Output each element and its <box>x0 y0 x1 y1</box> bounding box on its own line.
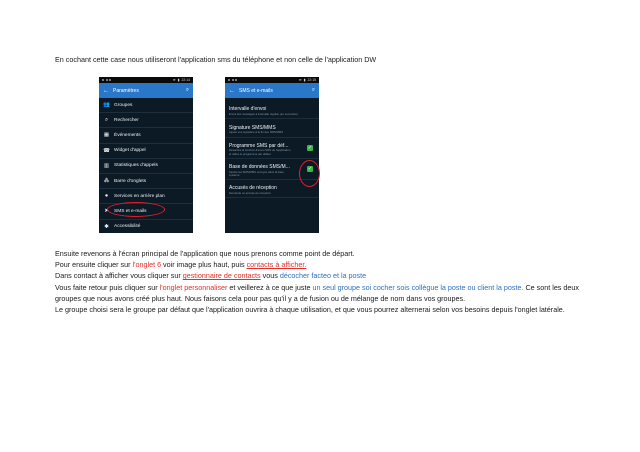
phone-icon: ☎ <box>103 147 110 154</box>
signal-icon: ▮ <box>177 78 180 82</box>
back-arrow-icon[interactable]: ← <box>103 87 109 94</box>
check-icon[interactable]: ✓ <box>307 166 313 173</box>
accessibility-icon: ✱ <box>104 223 109 230</box>
menu-item-groupes[interactable]: 👥 Groupes <box>99 98 193 113</box>
setting-programme-sms[interactable]: Programme SMS par déf... Désactive la fonction d'envoi SMS de l'application et utilise le programme par défaut ✓ <box>225 138 319 159</box>
send-icon: ➤ <box>104 208 109 215</box>
setting-intervalle-envoi[interactable]: Intervalle d'envoi Envoi des messages à intervalle régulier (en secondes) <box>225 104 319 119</box>
paragraph: Vous faite retour puis cliquer sur l'onglet personnaliser et veillerez à ce que juste un seul groupe soi cocher sois collègue la poste ou client la poste. Ce sont les deux groupes que nous avons créé plus haut. Nous faisons cela pour pas qu'il y a de fusion ou de mélange de nom dans vos groupes. <box>55 282 579 303</box>
setting-accuses-reception[interactable]: Accusés de réception Demande un accusé de réception <box>225 180 319 198</box>
highlight-circle <box>299 160 320 187</box>
status-time: 22:14 <box>181 78 190 82</box>
screen-title: Paramètres <box>113 87 139 94</box>
instructions <box>55 248 590 315</box>
wifi-icon: ≋ <box>172 78 176 82</box>
app-bar <box>99 83 193 98</box>
setting-signature[interactable]: Signature SMS/MMS Ajoute une signature à la fin des SMS/MMS <box>225 119 319 138</box>
paragraph: Dans contact à afficher vous cliquer sur gestionnaire de contacts vous décocher facteo et la poste <box>55 271 367 281</box>
wifi-icon: ≋ <box>298 78 302 82</box>
screen-title: SMS et e-mails <box>239 87 273 94</box>
status-time: 22:15 <box>307 78 316 82</box>
tabs-icon: ⁂ <box>103 178 110 185</box>
search-icon[interactable]: ⌕ <box>185 87 189 93</box>
app-bar <box>225 83 319 98</box>
menu-item-sms-emails[interactable]: ➤ SMS et e-mails <box>99 204 193 219</box>
paragraph: Le groupe choisi sera le groupe par défaut que l'application ouvrira à chaque utilisation, et que vous pourrez alternerai selon vos besoins depuis l'onglet latérale. <box>55 305 565 315</box>
highlight-circle <box>107 202 165 217</box>
services-icon: ● <box>104 193 109 200</box>
menu-item-accessibilite[interactable]: ✱ Accessibilité <box>99 220 193 234</box>
search-icon[interactable]: ⌕ <box>311 87 315 93</box>
stats-icon: ▥ <box>103 162 110 169</box>
search-icon: ⌕ <box>104 116 109 123</box>
menu-item-widget-appel[interactable]: ☎ Widget d'appel <box>99 144 193 159</box>
check-icon[interactable]: ✓ <box>307 144 313 151</box>
menu-item-services[interactable]: ● Services en arrière plan <box>99 189 193 204</box>
menu-item-statistiques[interactable]: ▥ Statistiques d'appels <box>99 159 193 174</box>
contacts-link[interactable]: contacts à afficher. <box>246 260 307 270</box>
menu-item-evenements[interactable]: ▦ Événements <box>99 128 193 143</box>
setting-base-donnees[interactable]: Base de données SMS/M... Stocke les SMS/MMS envoyés dans la base système ✓ <box>225 159 319 180</box>
menu-item-rechercher[interactable]: ⌕ Rechercher <box>99 113 193 128</box>
calendar-icon: ▦ <box>103 132 110 139</box>
gestionnaire-link[interactable]: gestionnaire de contacts <box>182 271 261 281</box>
users-icon: 👥 <box>103 102 110 109</box>
sms-settings-screenshot <box>225 77 319 233</box>
signal-icon: ▮ <box>303 78 306 82</box>
back-arrow-icon[interactable]: ← <box>229 87 235 94</box>
intro-text: En cochant cette case nous utiliseront l'application sms du téléphone et non celle de l'application DW <box>55 55 377 64</box>
paragraph: Ensuite revenons à l'écran principal de l'application que nous prenons comme point de départ. <box>55 249 355 258</box>
menu-item-barre-onglets[interactable]: ⁂ Barre d'onglets <box>99 174 193 189</box>
paragraph: Pour ensuite cliquer sur l'onglet 6 voir image plus haut, puis contacts à afficher. <box>55 260 307 270</box>
